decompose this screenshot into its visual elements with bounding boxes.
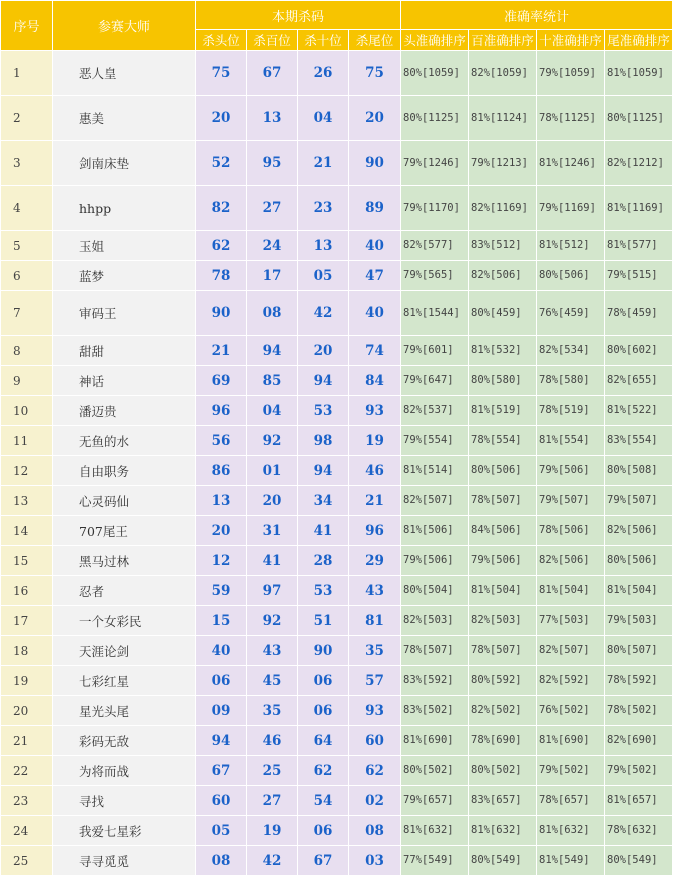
row-index: 23 bbox=[1, 786, 53, 816]
kill-thousands-cell: 62 bbox=[196, 231, 247, 261]
acc-tens-cell: 77%[503] bbox=[537, 606, 605, 636]
kill-tens-cell: 23 bbox=[298, 186, 349, 231]
kill-tens-cell: 04 bbox=[298, 96, 349, 141]
master-name: 蓝梦 bbox=[53, 261, 196, 291]
kill-units-cell: 35 bbox=[349, 636, 401, 666]
kill-hundreds-cell: 20 bbox=[247, 486, 298, 516]
table-row bbox=[1, 846, 673, 876]
kill-thousands-cell: 05 bbox=[196, 816, 247, 846]
master-name: 一个女彩民 bbox=[53, 606, 196, 636]
acc-thousands-cell: 81%[514] bbox=[401, 456, 469, 486]
acc-hundreds-cell: 78%[507] bbox=[469, 486, 537, 516]
acc-thousands-cell: 79%[601] bbox=[401, 336, 469, 366]
header-acc-units: 尾准确排序 bbox=[605, 30, 673, 51]
acc-tens-cell: 79%[1169] bbox=[537, 186, 605, 231]
row-index: 8 bbox=[1, 336, 53, 366]
kill-hundreds-cell: 94 bbox=[247, 336, 298, 366]
row-index: 11 bbox=[1, 426, 53, 456]
kill-thousands-cell: 40 bbox=[196, 636, 247, 666]
table-row bbox=[1, 426, 673, 456]
kill-hundreds-cell: 92 bbox=[247, 606, 298, 636]
acc-thousands-cell: 81%[506] bbox=[401, 516, 469, 546]
kill-thousands-cell: 06 bbox=[196, 666, 247, 696]
kill-tens-cell: 41 bbox=[298, 516, 349, 546]
kill-tens-cell: 53 bbox=[298, 576, 349, 606]
master-name: 黑马过林 bbox=[53, 546, 196, 576]
kill-tens-cell: 05 bbox=[298, 261, 349, 291]
acc-tens-cell: 78%[1125] bbox=[537, 96, 605, 141]
table-row bbox=[1, 546, 673, 576]
kill-tens-cell: 94 bbox=[298, 456, 349, 486]
acc-units-cell: 82%[506] bbox=[605, 516, 673, 546]
row-index: 14 bbox=[1, 516, 53, 546]
acc-tens-cell: 82%[507] bbox=[537, 636, 605, 666]
kill-thousands-cell: 20 bbox=[196, 96, 247, 141]
kill-hundreds-cell: 17 bbox=[247, 261, 298, 291]
kill-units-cell: 21 bbox=[349, 486, 401, 516]
row-index: 2 bbox=[1, 96, 53, 141]
acc-tens-cell: 79%[507] bbox=[537, 486, 605, 516]
kill-tens-cell: 26 bbox=[298, 51, 349, 96]
acc-units-cell: 81%[504] bbox=[605, 576, 673, 606]
table-row bbox=[1, 51, 673, 96]
kill-thousands-cell: 21 bbox=[196, 336, 247, 366]
kill-hundreds-cell: 67 bbox=[247, 51, 298, 96]
acc-hundreds-cell: 80%[549] bbox=[469, 846, 537, 876]
kill-hundreds-cell: 01 bbox=[247, 456, 298, 486]
acc-tens-cell: 81%[504] bbox=[537, 576, 605, 606]
row-index: 21 bbox=[1, 726, 53, 756]
acc-tens-cell: 79%[506] bbox=[537, 456, 605, 486]
acc-hundreds-cell: 78%[554] bbox=[469, 426, 537, 456]
acc-units-cell: 81%[1059] bbox=[605, 51, 673, 96]
acc-units-cell: 80%[602] bbox=[605, 336, 673, 366]
kill-units-cell: 93 bbox=[349, 396, 401, 426]
acc-hundreds-cell: 80%[592] bbox=[469, 666, 537, 696]
acc-tens-cell: 78%[657] bbox=[537, 786, 605, 816]
header-kill-hundreds: 杀百位 bbox=[247, 30, 298, 51]
acc-thousands-cell: 79%[506] bbox=[401, 546, 469, 576]
acc-units-cell: 83%[554] bbox=[605, 426, 673, 456]
acc-thousands-cell: 79%[1246] bbox=[401, 141, 469, 186]
kill-hundreds-cell: 95 bbox=[247, 141, 298, 186]
kill-units-cell: 43 bbox=[349, 576, 401, 606]
kill-tens-cell: 62 bbox=[298, 756, 349, 786]
kill-units-cell: 57 bbox=[349, 666, 401, 696]
kill-hundreds-cell: 43 bbox=[247, 636, 298, 666]
master-name: 恶人皇 bbox=[53, 51, 196, 96]
master-name: 天涯论剑 bbox=[53, 636, 196, 666]
acc-tens-cell: 81%[549] bbox=[537, 846, 605, 876]
kill-hundreds-cell: 25 bbox=[247, 756, 298, 786]
table-row bbox=[1, 786, 673, 816]
header-acc-thousands: 头准确排序 bbox=[401, 30, 469, 51]
kill-thousands-cell: 56 bbox=[196, 426, 247, 456]
master-name: 审码王 bbox=[53, 291, 196, 336]
kill-tens-cell: 94 bbox=[298, 366, 349, 396]
acc-tens-cell: 79%[1059] bbox=[537, 51, 605, 96]
acc-units-cell: 82%[655] bbox=[605, 366, 673, 396]
kill-hundreds-cell: 27 bbox=[247, 186, 298, 231]
acc-units-cell: 78%[459] bbox=[605, 291, 673, 336]
acc-hundreds-cell: 82%[1169] bbox=[469, 186, 537, 231]
kill-tens-cell: 98 bbox=[298, 426, 349, 456]
kill-thousands-cell: 20 bbox=[196, 516, 247, 546]
acc-units-cell: 79%[503] bbox=[605, 606, 673, 636]
kill-thousands-cell: 86 bbox=[196, 456, 247, 486]
kill-units-cell: 03 bbox=[349, 846, 401, 876]
header-kill-tens: 杀十位 bbox=[298, 30, 349, 51]
acc-hundreds-cell: 81%[519] bbox=[469, 396, 537, 426]
row-index: 6 bbox=[1, 261, 53, 291]
row-index: 25 bbox=[1, 846, 53, 876]
acc-tens-cell: 78%[506] bbox=[537, 516, 605, 546]
acc-units-cell: 82%[690] bbox=[605, 726, 673, 756]
kill-hundreds-cell: 27 bbox=[247, 786, 298, 816]
master-name: 潘迈贵 bbox=[53, 396, 196, 426]
kill-units-cell: 02 bbox=[349, 786, 401, 816]
acc-tens-cell: 82%[592] bbox=[537, 666, 605, 696]
master-name: hhpp bbox=[53, 186, 196, 231]
acc-thousands-cell: 81%[632] bbox=[401, 816, 469, 846]
acc-thousands-cell: 80%[504] bbox=[401, 576, 469, 606]
master-name: 星光头尾 bbox=[53, 696, 196, 726]
acc-tens-cell: 81%[554] bbox=[537, 426, 605, 456]
table-row bbox=[1, 696, 673, 726]
acc-tens-cell: 81%[632] bbox=[537, 816, 605, 846]
acc-units-cell: 78%[592] bbox=[605, 666, 673, 696]
kill-thousands-cell: 60 bbox=[196, 786, 247, 816]
table-row bbox=[1, 366, 673, 396]
kill-units-cell: 47 bbox=[349, 261, 401, 291]
acc-thousands-cell: 79%[657] bbox=[401, 786, 469, 816]
kill-thousands-cell: 15 bbox=[196, 606, 247, 636]
acc-thousands-cell: 77%[549] bbox=[401, 846, 469, 876]
row-index: 7 bbox=[1, 291, 53, 336]
master-name: 甜甜 bbox=[53, 336, 196, 366]
row-index: 3 bbox=[1, 141, 53, 186]
acc-tens-cell: 82%[506] bbox=[537, 546, 605, 576]
kill-thousands-cell: 82 bbox=[196, 186, 247, 231]
table-row bbox=[1, 816, 673, 846]
acc-thousands-cell: 79%[554] bbox=[401, 426, 469, 456]
acc-hundreds-cell: 80%[506] bbox=[469, 456, 537, 486]
kill-hundreds-cell: 31 bbox=[247, 516, 298, 546]
kill-tens-cell: 42 bbox=[298, 291, 349, 336]
acc-hundreds-cell: 81%[1124] bbox=[469, 96, 537, 141]
kill-tens-cell: 67 bbox=[298, 846, 349, 876]
master-name: 707尾王 bbox=[53, 516, 196, 546]
acc-hundreds-cell: 79%[1213] bbox=[469, 141, 537, 186]
master-name: 彩码无敌 bbox=[53, 726, 196, 756]
kill-units-cell: 89 bbox=[349, 186, 401, 231]
kill-hundreds-cell: 19 bbox=[247, 816, 298, 846]
table-row bbox=[1, 636, 673, 666]
acc-thousands-cell: 81%[690] bbox=[401, 726, 469, 756]
kill-tens-cell: 06 bbox=[298, 666, 349, 696]
kill-tens-cell: 28 bbox=[298, 546, 349, 576]
acc-hundreds-cell: 82%[506] bbox=[469, 261, 537, 291]
kill-units-cell: 75 bbox=[349, 51, 401, 96]
table-row bbox=[1, 261, 673, 291]
master-name: 玉姐 bbox=[53, 231, 196, 261]
acc-hundreds-cell: 83%[657] bbox=[469, 786, 537, 816]
kill-thousands-cell: 13 bbox=[196, 486, 247, 516]
row-index: 17 bbox=[1, 606, 53, 636]
acc-tens-cell: 78%[580] bbox=[537, 366, 605, 396]
kill-tens-cell: 54 bbox=[298, 786, 349, 816]
kill-tens-cell: 53 bbox=[298, 396, 349, 426]
kill-thousands-cell: 96 bbox=[196, 396, 247, 426]
row-index: 1 bbox=[1, 51, 53, 96]
row-index: 19 bbox=[1, 666, 53, 696]
acc-units-cell: 80%[508] bbox=[605, 456, 673, 486]
kill-thousands-cell: 12 bbox=[196, 546, 247, 576]
row-index: 15 bbox=[1, 546, 53, 576]
table-row bbox=[1, 456, 673, 486]
kill-hundreds-cell: 13 bbox=[247, 96, 298, 141]
row-index: 9 bbox=[1, 366, 53, 396]
table-row bbox=[1, 186, 673, 231]
kill-thousands-cell: 90 bbox=[196, 291, 247, 336]
row-index: 12 bbox=[1, 456, 53, 486]
acc-hundreds-cell: 81%[632] bbox=[469, 816, 537, 846]
acc-thousands-cell: 80%[1125] bbox=[401, 96, 469, 141]
row-index: 5 bbox=[1, 231, 53, 261]
acc-units-cell: 80%[1125] bbox=[605, 96, 673, 141]
kill-thousands-cell: 78 bbox=[196, 261, 247, 291]
header-kill-units: 杀尾位 bbox=[349, 30, 401, 51]
acc-units-cell: 81%[657] bbox=[605, 786, 673, 816]
kill-hundreds-cell: 04 bbox=[247, 396, 298, 426]
master-name: 惠美 bbox=[53, 96, 196, 141]
acc-units-cell: 80%[549] bbox=[605, 846, 673, 876]
table-row bbox=[1, 756, 673, 786]
acc-units-cell: 81%[522] bbox=[605, 396, 673, 426]
kill-tens-cell: 06 bbox=[298, 816, 349, 846]
acc-thousands-cell: 82%[537] bbox=[401, 396, 469, 426]
kill-tens-cell: 20 bbox=[298, 336, 349, 366]
kill-units-cell: 20 bbox=[349, 96, 401, 141]
header-master: 参赛大师 bbox=[53, 1, 196, 51]
kill-hundreds-cell: 24 bbox=[247, 231, 298, 261]
master-name: 寻寻觅觅 bbox=[53, 846, 196, 876]
kill-hundreds-cell: 41 bbox=[247, 546, 298, 576]
acc-units-cell: 78%[502] bbox=[605, 696, 673, 726]
row-index: 10 bbox=[1, 396, 53, 426]
master-name: 剑南床垫 bbox=[53, 141, 196, 186]
master-name: 心灵码仙 bbox=[53, 486, 196, 516]
kill-tens-cell: 34 bbox=[298, 486, 349, 516]
acc-hundreds-cell: 79%[506] bbox=[469, 546, 537, 576]
kill-thousands-cell: 59 bbox=[196, 576, 247, 606]
kill-units-cell: 62 bbox=[349, 756, 401, 786]
acc-thousands-cell: 82%[577] bbox=[401, 231, 469, 261]
acc-tens-cell: 81%[512] bbox=[537, 231, 605, 261]
master-name: 七彩红星 bbox=[53, 666, 196, 696]
kill-hundreds-cell: 97 bbox=[247, 576, 298, 606]
table-row bbox=[1, 141, 673, 186]
acc-thousands-cell: 79%[1170] bbox=[401, 186, 469, 231]
master-name: 自由职务 bbox=[53, 456, 196, 486]
header-acc-hundreds: 百准确排序 bbox=[469, 30, 537, 51]
kill-units-cell: 90 bbox=[349, 141, 401, 186]
table-row bbox=[1, 336, 673, 366]
acc-thousands-cell: 80%[1059] bbox=[401, 51, 469, 96]
kill-tens-cell: 51 bbox=[298, 606, 349, 636]
table-row bbox=[1, 666, 673, 696]
acc-hundreds-cell: 82%[502] bbox=[469, 696, 537, 726]
header-index: 序号 bbox=[1, 1, 53, 51]
acc-tens-cell: 81%[690] bbox=[537, 726, 605, 756]
row-index: 16 bbox=[1, 576, 53, 606]
kill-hundreds-cell: 35 bbox=[247, 696, 298, 726]
kill-units-cell: 08 bbox=[349, 816, 401, 846]
acc-hundreds-cell: 81%[504] bbox=[469, 576, 537, 606]
kill-units-cell: 19 bbox=[349, 426, 401, 456]
kill-hundreds-cell: 42 bbox=[247, 846, 298, 876]
row-index: 22 bbox=[1, 756, 53, 786]
kill-units-cell: 40 bbox=[349, 291, 401, 336]
acc-units-cell: 81%[1169] bbox=[605, 186, 673, 231]
acc-hundreds-cell: 80%[459] bbox=[469, 291, 537, 336]
acc-hundreds-cell: 81%[532] bbox=[469, 336, 537, 366]
kill-thousands-cell: 94 bbox=[196, 726, 247, 756]
row-index: 20 bbox=[1, 696, 53, 726]
acc-tens-cell: 76%[459] bbox=[537, 291, 605, 336]
kill-hundreds-cell: 92 bbox=[247, 426, 298, 456]
table-row bbox=[1, 96, 673, 141]
table-row bbox=[1, 486, 673, 516]
acc-units-cell: 79%[515] bbox=[605, 261, 673, 291]
acc-tens-cell: 81%[1246] bbox=[537, 141, 605, 186]
acc-tens-cell: 82%[534] bbox=[537, 336, 605, 366]
acc-thousands-cell: 80%[502] bbox=[401, 756, 469, 786]
table-row bbox=[1, 396, 673, 426]
acc-thousands-cell: 79%[565] bbox=[401, 261, 469, 291]
kill-tens-cell: 06 bbox=[298, 696, 349, 726]
row-index: 24 bbox=[1, 816, 53, 846]
acc-units-cell: 79%[502] bbox=[605, 756, 673, 786]
kill-thousands-cell: 08 bbox=[196, 846, 247, 876]
master-name: 寻找 bbox=[53, 786, 196, 816]
master-name: 为将而战 bbox=[53, 756, 196, 786]
kill-tens-cell: 21 bbox=[298, 141, 349, 186]
acc-tens-cell: 80%[506] bbox=[537, 261, 605, 291]
acc-hundreds-cell: 82%[1059] bbox=[469, 51, 537, 96]
table-row bbox=[1, 291, 673, 336]
table-body bbox=[1, 51, 673, 876]
kill-hundreds-cell: 45 bbox=[247, 666, 298, 696]
kill-units-cell: 96 bbox=[349, 516, 401, 546]
kill-tens-cell: 90 bbox=[298, 636, 349, 666]
acc-hundreds-cell: 80%[502] bbox=[469, 756, 537, 786]
acc-tens-cell: 76%[502] bbox=[537, 696, 605, 726]
kill-thousands-cell: 09 bbox=[196, 696, 247, 726]
kill-units-cell: 84 bbox=[349, 366, 401, 396]
master-name: 忍者 bbox=[53, 576, 196, 606]
row-index: 4 bbox=[1, 186, 53, 231]
header-kill-thousands: 杀头位 bbox=[196, 30, 247, 51]
kill-thousands-cell: 52 bbox=[196, 141, 247, 186]
acc-units-cell: 81%[577] bbox=[605, 231, 673, 261]
kill-tens-cell: 13 bbox=[298, 231, 349, 261]
kill-units-cell: 74 bbox=[349, 336, 401, 366]
acc-hundreds-cell: 84%[506] bbox=[469, 516, 537, 546]
acc-thousands-cell: 78%[507] bbox=[401, 636, 469, 666]
acc-thousands-cell: 82%[503] bbox=[401, 606, 469, 636]
acc-hundreds-cell: 82%[503] bbox=[469, 606, 537, 636]
acc-thousands-cell: 79%[647] bbox=[401, 366, 469, 396]
header-acc-tens: 十准确排序 bbox=[537, 30, 605, 51]
acc-hundreds-cell: 83%[512] bbox=[469, 231, 537, 261]
acc-thousands-cell: 83%[502] bbox=[401, 696, 469, 726]
table-row bbox=[1, 516, 673, 546]
kill-units-cell: 29 bbox=[349, 546, 401, 576]
kill-hundreds-cell: 85 bbox=[247, 366, 298, 396]
acc-units-cell: 78%[632] bbox=[605, 816, 673, 846]
acc-thousands-cell: 83%[592] bbox=[401, 666, 469, 696]
acc-hundreds-cell: 78%[507] bbox=[469, 636, 537, 666]
master-name: 无鱼的水 bbox=[53, 426, 196, 456]
kill-units-cell: 93 bbox=[349, 696, 401, 726]
acc-units-cell: 80%[506] bbox=[605, 546, 673, 576]
kill-hundreds-cell: 08 bbox=[247, 291, 298, 336]
kill-units-cell: 46 bbox=[349, 456, 401, 486]
row-index: 13 bbox=[1, 486, 53, 516]
kill-units-cell: 81 bbox=[349, 606, 401, 636]
master-name: 我爱七星彩 bbox=[53, 816, 196, 846]
acc-units-cell: 82%[1212] bbox=[605, 141, 673, 186]
acc-thousands-cell: 82%[507] bbox=[401, 486, 469, 516]
kill-units-cell: 40 bbox=[349, 231, 401, 261]
kill-hundreds-cell: 46 bbox=[247, 726, 298, 756]
acc-hundreds-cell: 80%[580] bbox=[469, 366, 537, 396]
table-row bbox=[1, 576, 673, 606]
table-row bbox=[1, 231, 673, 261]
acc-hundreds-cell: 78%[690] bbox=[469, 726, 537, 756]
acc-units-cell: 79%[507] bbox=[605, 486, 673, 516]
table-row bbox=[1, 726, 673, 756]
kill-thousands-cell: 69 bbox=[196, 366, 247, 396]
row-index: 18 bbox=[1, 636, 53, 666]
acc-tens-cell: 78%[519] bbox=[537, 396, 605, 426]
header-kill-group: 本期杀码 bbox=[196, 1, 401, 30]
table-header bbox=[1, 1, 673, 51]
header-accuracy-group: 准确率统计 bbox=[401, 1, 673, 30]
acc-tens-cell: 79%[502] bbox=[537, 756, 605, 786]
table-row bbox=[1, 606, 673, 636]
acc-thousands-cell: 81%[1544] bbox=[401, 291, 469, 336]
kill-tens-cell: 64 bbox=[298, 726, 349, 756]
acc-units-cell: 80%[507] bbox=[605, 636, 673, 666]
kill-units-cell: 60 bbox=[349, 726, 401, 756]
kill-thousands-cell: 67 bbox=[196, 756, 247, 786]
kill-thousands-cell: 75 bbox=[196, 51, 247, 96]
master-name: 神话 bbox=[53, 366, 196, 396]
